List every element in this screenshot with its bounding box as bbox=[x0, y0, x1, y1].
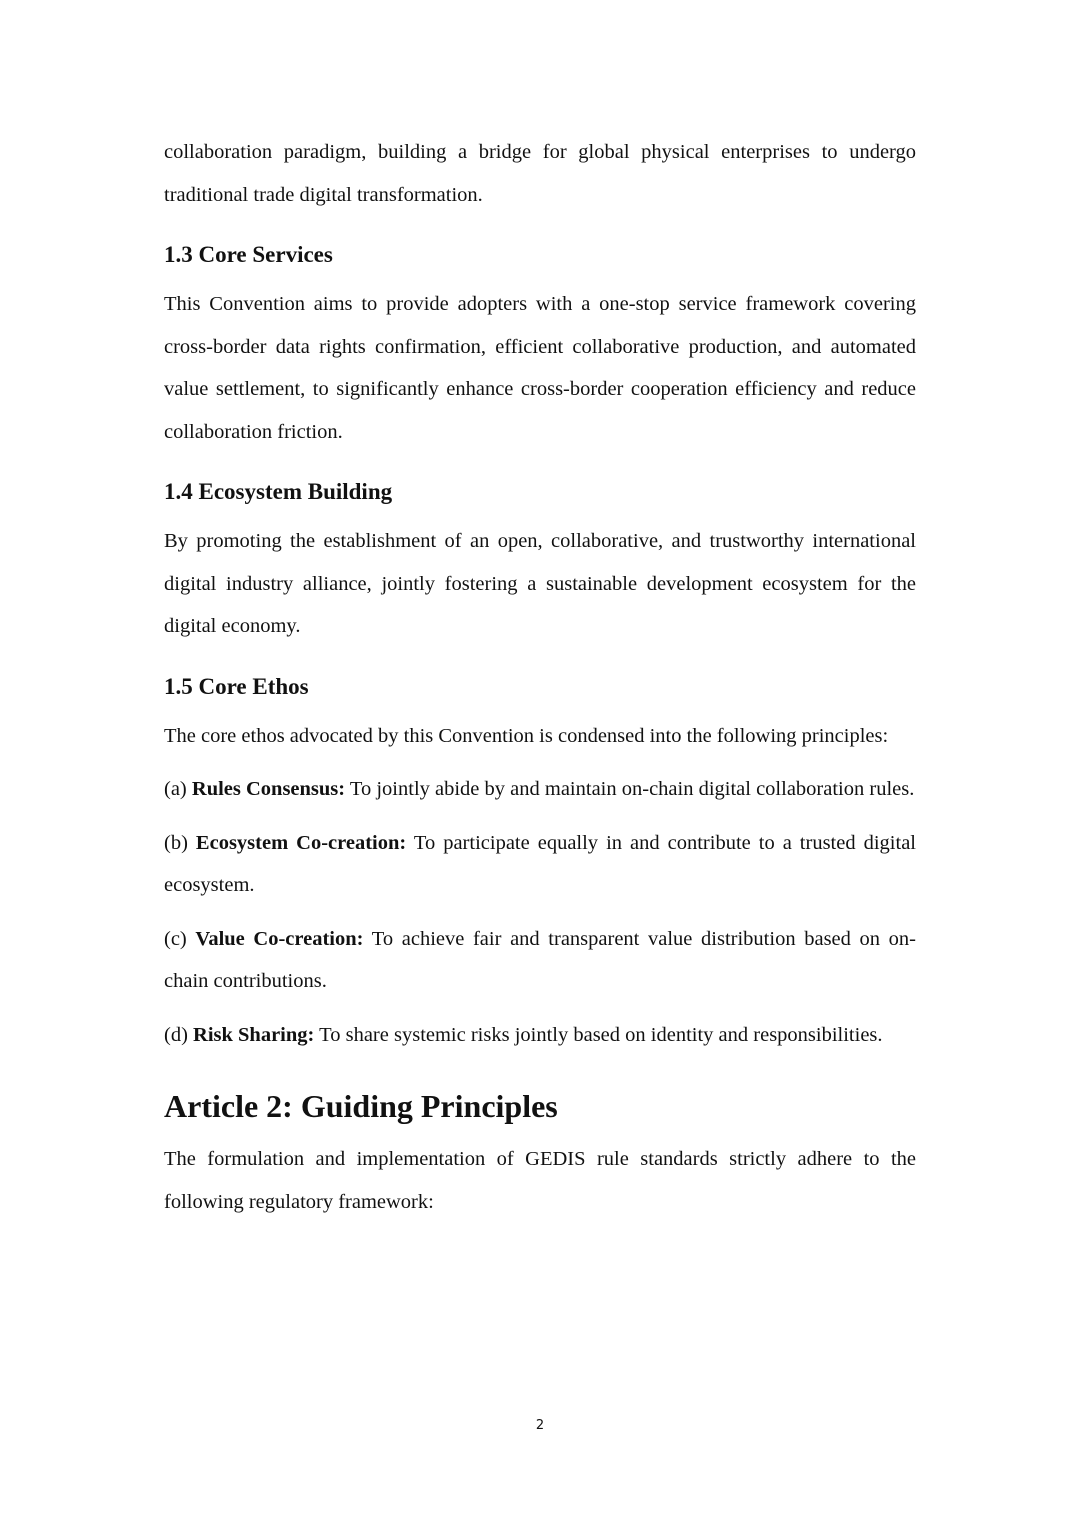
item-label: Risk Sharing: bbox=[193, 1023, 315, 1046]
ethos-item-b bbox=[164, 822, 916, 907]
section-1-3-body: This Convention aims to provide adopters with a one-stop service framework covering cross-border data rights confirmation, efficient collaborative production, and automated value settlement, to significantly enhance cross-border cooperation efficiency and reduce collaboration friction. bbox=[164, 293, 916, 443]
section-1-4-heading: 1.4 Ecosystem Building bbox=[164, 479, 393, 504]
item-prefix: (c) bbox=[164, 927, 187, 950]
ethos-item-c bbox=[164, 918, 916, 1003]
item-text: To achieve fair and transparent value distribution based on on-chain contributions. bbox=[164, 927, 916, 992]
item-text: To jointly abide by and maintain on-chain digital collaboration rules. bbox=[349, 778, 915, 800]
item-label: Rules Consensus: bbox=[191, 778, 346, 800]
item-prefix: (a) bbox=[164, 778, 187, 800]
article-2-body: The formulation and implementation of GEDIS rule standards strictly adhere to the following regulatory framework: bbox=[164, 1148, 916, 1213]
item-text: To share systemic risks jointly based on identity and responsibilities. bbox=[319, 1023, 883, 1046]
section-1-3-heading: 1.3 Core Services bbox=[164, 242, 333, 267]
article-2-heading: Article 2: Guiding Principles bbox=[164, 1088, 558, 1124]
item-text: To participate equally in and contribute to a trusted digital ecosystem. bbox=[164, 831, 916, 896]
item-label: Value Co-creation: bbox=[195, 927, 364, 950]
item-prefix: (b) bbox=[164, 831, 188, 854]
section-1-4-body: By promoting the establishment of an open, collaborative, and trustworthy international digital industry alliance, jointly fostering a sustainable development ecosystem for the digital economy. bbox=[164, 530, 916, 637]
ethos-item-a bbox=[164, 768, 916, 811]
item-label: Ecosystem Co-creation: bbox=[195, 831, 407, 854]
intro-paragraph: collaboration paradigm, building a bridge for global physical enterprises to undergo traditional trade digital transformation. bbox=[164, 141, 916, 206]
item-prefix: (d) bbox=[164, 1023, 188, 1046]
ethos-item-d bbox=[164, 1014, 916, 1057]
document-page bbox=[164, 131, 916, 1234]
page-number: 2 bbox=[535, 1418, 545, 1433]
section-1-5-heading: 1.5 Core Ethos bbox=[164, 673, 309, 699]
section-1-5-body: The core ethos advocated by this Convention is condensed into the following principles: bbox=[164, 724, 889, 747]
